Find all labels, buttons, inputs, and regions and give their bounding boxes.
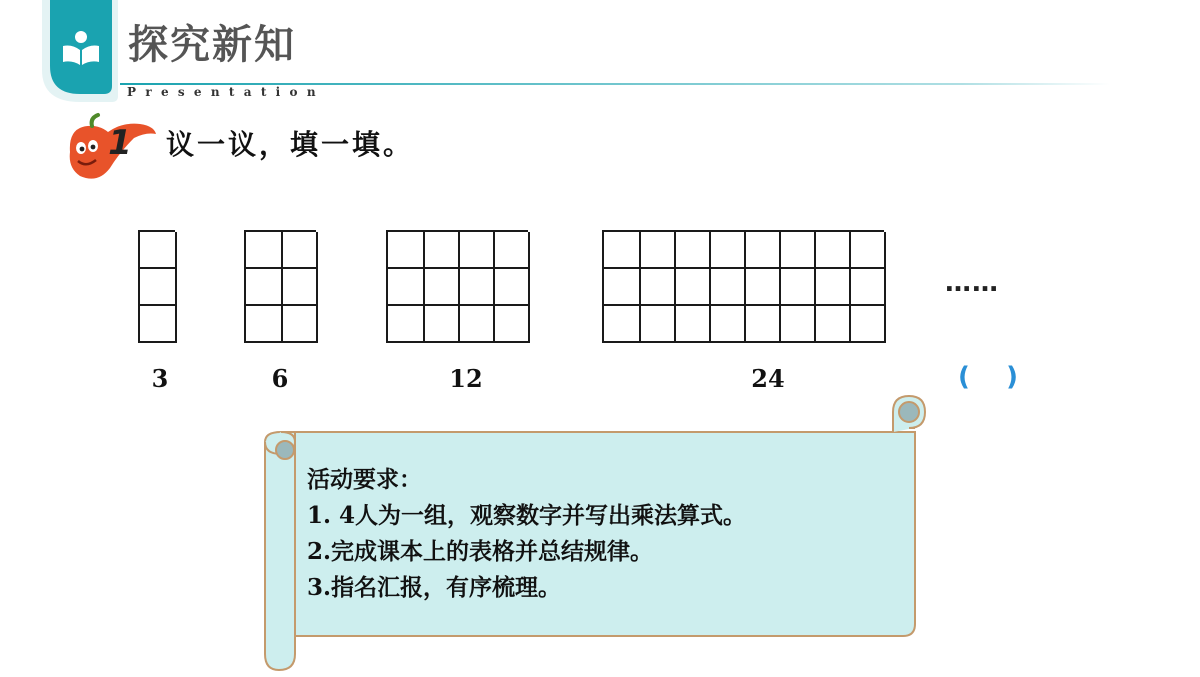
grid-cell xyxy=(744,232,781,269)
activity-item: 2.完成课本上的表格并总结规律。 xyxy=(307,538,654,565)
header-decoration xyxy=(0,0,130,110)
grid-cell xyxy=(246,232,283,269)
task-instruction: 议一议，填一填。 xyxy=(166,128,415,161)
grid-cell xyxy=(814,269,851,306)
grid-cell xyxy=(458,232,495,269)
grid-cell xyxy=(281,306,318,343)
grid-cell xyxy=(604,306,641,343)
grid-cell xyxy=(493,306,530,343)
grid-count-label: 12 xyxy=(449,364,483,393)
grid-cell xyxy=(423,306,460,343)
grid-cell xyxy=(281,232,318,269)
grid-cell xyxy=(140,232,177,269)
grid-cell xyxy=(639,232,676,269)
grid-cell xyxy=(140,306,177,343)
grid-cell xyxy=(744,269,781,306)
grid-count-label: 3 xyxy=(151,364,169,393)
continuation-ellipsis: …… xyxy=(945,268,999,298)
grid-cell xyxy=(779,306,816,343)
grid-cell xyxy=(388,232,425,269)
grid-count-label: 24 xyxy=(751,364,785,393)
grid-cell xyxy=(140,269,177,306)
activity-requirements xyxy=(307,462,907,606)
section-subtitle: Presentation xyxy=(127,85,325,99)
grid-cell xyxy=(709,269,746,306)
grid-cell xyxy=(779,232,816,269)
grid-cell xyxy=(709,306,746,343)
grid-cell xyxy=(388,269,425,306)
grid-3x2 xyxy=(244,230,316,343)
grid-cell xyxy=(458,269,495,306)
grid-cell xyxy=(674,232,711,269)
grid-cell xyxy=(388,306,425,343)
grid-cell xyxy=(779,269,816,306)
grid-cell xyxy=(458,306,495,343)
grid-cell xyxy=(639,269,676,306)
grid-cell xyxy=(849,306,886,343)
grid-cell xyxy=(423,232,460,269)
grid-cell xyxy=(493,269,530,306)
grid-cell xyxy=(849,232,886,269)
answer-blank: ( ) xyxy=(958,362,1018,392)
grid-cell xyxy=(814,232,851,269)
activity-item: 3.指名汇报，有序梳理。 xyxy=(307,574,562,601)
grid-cell xyxy=(493,232,530,269)
section-title: 探究新知 xyxy=(128,22,296,68)
grid-3x8 xyxy=(602,230,884,343)
grid-cell xyxy=(246,306,283,343)
grid-cell xyxy=(246,269,283,306)
chili-mascot-number-badge xyxy=(62,112,162,182)
grid-count-label: 6 xyxy=(271,364,289,393)
activity-item: 1. 4人为一组，观察数字并写出乘法算式。 xyxy=(307,502,747,529)
task-number: 1 xyxy=(108,123,132,163)
grid-cell xyxy=(814,306,851,343)
grid-cell xyxy=(744,306,781,343)
grid-cell xyxy=(674,269,711,306)
grid-cell xyxy=(674,306,711,343)
grid-3x4 xyxy=(386,230,528,343)
grid-cell xyxy=(639,306,676,343)
grid-cell xyxy=(281,269,318,306)
grid-3x1 xyxy=(138,230,175,343)
activity-heading: 活动要求： xyxy=(307,466,422,493)
grid-cell xyxy=(604,232,641,269)
grid-cell xyxy=(423,269,460,306)
grid-cell xyxy=(604,269,641,306)
grid-cell xyxy=(709,232,746,269)
grid-cell xyxy=(849,269,886,306)
